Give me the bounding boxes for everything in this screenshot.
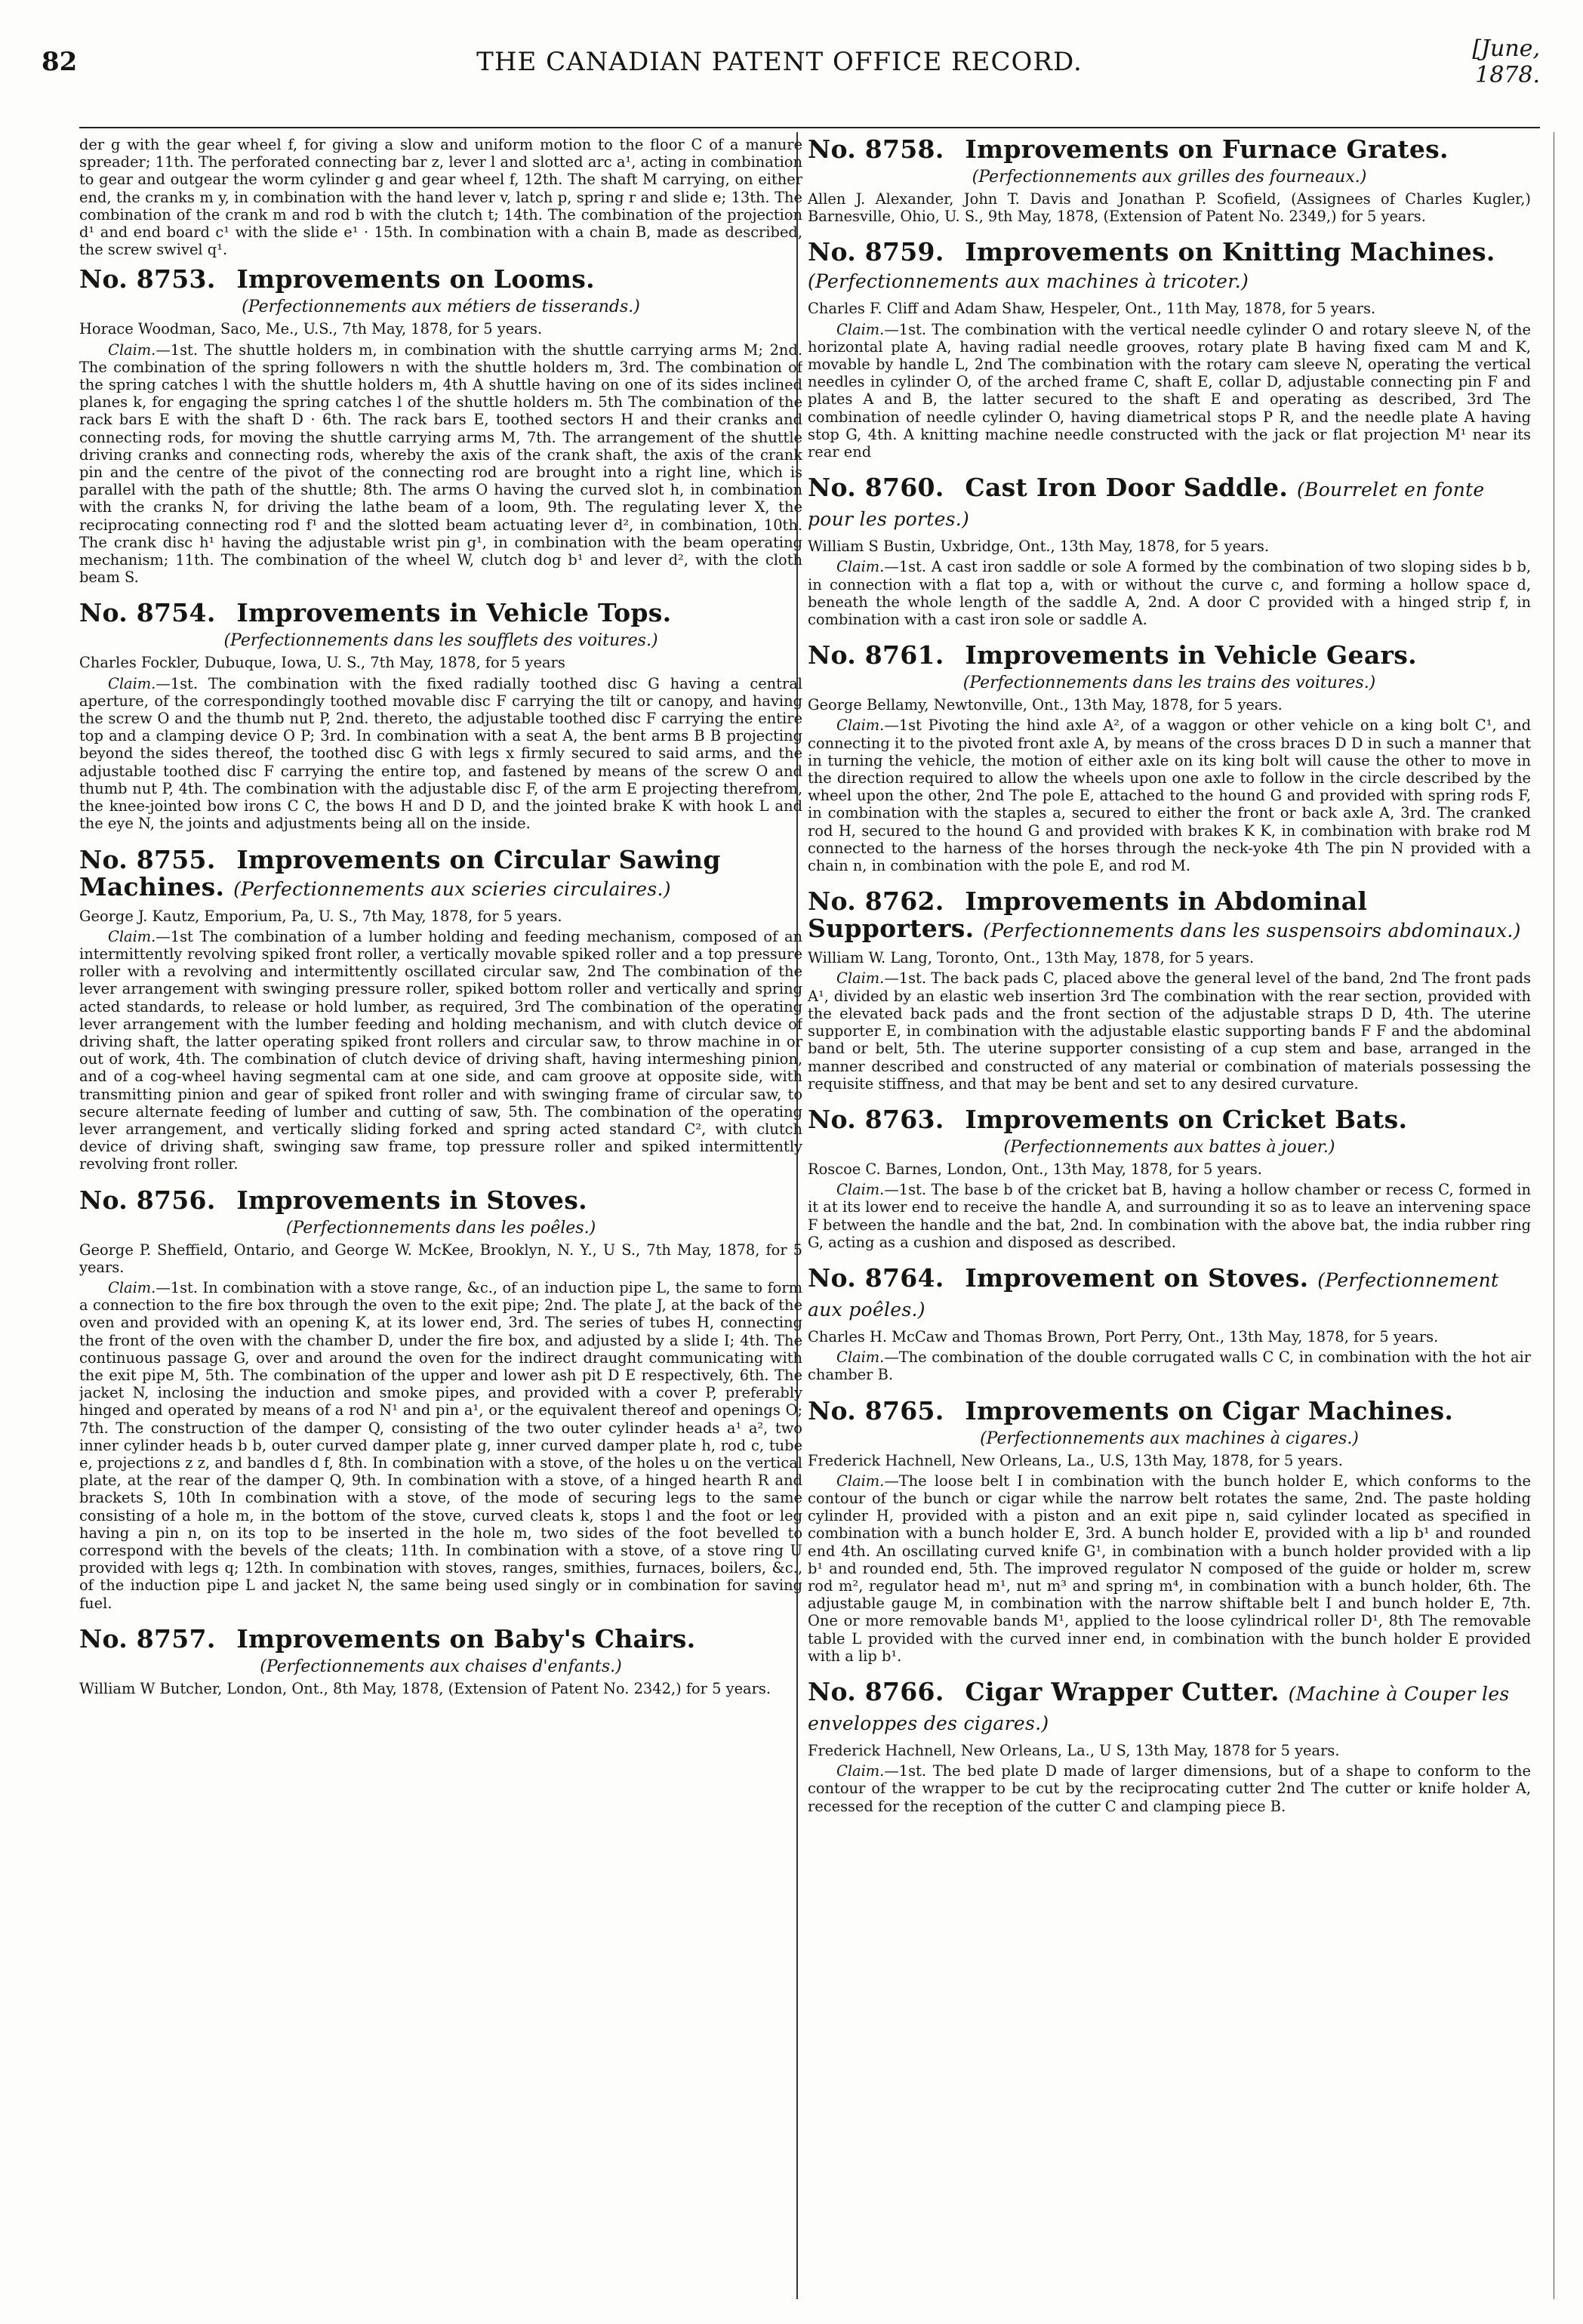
patentee-line: Charles Fockler, Dubuque, Iowa, U. S., 7th May, 1878, for 5 years	[79, 654, 565, 672]
left-entry-list	[79, 266, 802, 1697]
patentee-line: George Bellamy, Newtonville, Ont., 13th May, 1878, for 5 years.	[808, 696, 1283, 714]
patent-number: No. 8760.	[808, 473, 944, 503]
claim-text	[808, 1762, 1531, 1815]
patent-title: Cast Iron Door Saddle.	[965, 473, 1289, 503]
claim-body: —1st The combination of a lumber holding and feeding mechanism, composed of an intermittently revolving spiked front roller, a vertically movable spiked roller and a top pressure roller with a revolving and intermittently oscillated circular saw, 2nd The combination of the lever arrangement with swinging pressure roller, spiked bottom roller and vertically and spring acted standards, to release or hold lumber, as required, 3rd The combination of the operating lever arrangement with the lumber feeding and holding mechanism, and with clutch device of driving shaft, the latter operating spiked front rollers and circular saw, to throw machine in or out of work, 4th. The combination of clutch device of driving shaft, having intermeshing pinion, and of a cog-wheel having segmental cam at one side, and cam groove at opposite side, with transmitting pinion and gear of spiked front roller and with swinging frame of circular saw, to secure alternate feeding of lumber and cutting of saw, 5th. The combination of the operating lever arrangement, and vertically sliding forked and spring acted standard C², with clutch device of driving shaft, swinging saw frame, top pressure roller and spiked intermittently revolving front roller.	[79, 927, 802, 1173]
entry-heading	[808, 474, 1531, 533]
entry-heading	[79, 1187, 802, 1214]
claim-body: —1st. The back pads C, placed above the general level of the band, 2nd The front pads A¹, divided by an elastic web insertion 3rd The combination with the rear section, provided with the elevated back pads and the front section of the adjustable straps D D, 4th. The uterine supporter E, in combination with the adjustable elastic supporting bands F F and the abdominal band or belt, 5th. The uterine supporter consisting of a cup stem and base, arranged in the manner described and constructed of any material or combination of materials possessing the requisite stiffness, and that may be bent and set to any desired curvature.	[808, 969, 1531, 1093]
patent-number: No. 8761.	[808, 640, 944, 670]
patentee-line: Charles F. Cliff and Adam Shaw, Hespeler, Ont., 11th May, 1878, for 5 years.	[808, 300, 1376, 318]
claim-body: —1st. The combination with the fixed radially toothed disc G having a central aperture, of the correspondingly toothed movable disc F carrying the tilt or canopy, and having the screw O and the thumb nut P, 2nd. thereto, the adjustable toothed disc F carrying the entire top and a clamping device O P; 3rd. In combination with a seat A, the bent arms B B projecting beyond the sides thereof, the toothed disc G with legs x firmly secured to said arms, and the adjustable toothed disc F carrying the entire top, and fastened by means of the screw O and thumb nut P, 4th. The combination with the adjustable disc F, of the arm E projecting therefrom, the knee-jointed bow irons C C, the bows H and D D, and the jointed brake K with hook L and the eye N, the joints and adjustments being all on the inside.	[79, 674, 802, 833]
patent-title: Improvements on Furnace Grates.	[965, 136, 1449, 164]
french-subtitle: (Perfectionnements aux machines à cigares.)	[980, 1429, 1359, 1448]
french-title: (Perfectionnements dans les suspensoirs abdominaux.)	[983, 920, 1521, 942]
patentee-line: William S Bustin, Uxbridge, Ont., 13th May, 1878, for 5 years.	[808, 538, 1269, 556]
claim-body: —1st. A cast iron saddle or sole A formed by the combination of two sloping sides b b, in connection with a flat top a, with or without the curve c, and forming a hollow space d, beneath the whole length of the saddle A, 2nd. A door C provided with a hinged strip f, in combination with a cast iron sole or saddle A.	[808, 558, 1531, 629]
claim-text	[79, 928, 802, 1173]
patent-entry	[808, 1395, 1531, 1665]
entry-heading	[808, 642, 1531, 669]
patent-title: Improvements on Looms.	[236, 264, 595, 294]
patent-title: Improvements in Vehicle Gears.	[965, 640, 1417, 670]
entry-heading	[808, 888, 1531, 945]
patent-entry	[808, 1106, 1531, 1251]
french-title: (Perfectionnements aux scieries circulaires.)	[233, 877, 671, 900]
french-subtitle: (Perfectionnements aux grilles des fourneaux.)	[972, 168, 1367, 186]
patentee-line: George P. Sheffield, Ontario, and George W. McKee, Brooklyn, N. Y., U S., 7th May, 1878, for 5 years.	[79, 1241, 802, 1276]
claim-body: —1st. The bed plate D made of larger dimensions, but of a shape to conform to the contour of the wrapper to be cut by the reciprocating cutter 2nd The cutter or knife holder A, recessed for the reception of the cutter C and clamping piece B.	[808, 1762, 1531, 1815]
entry-heading	[808, 1106, 1531, 1133]
claim-text	[808, 969, 1531, 1092]
entry-heading	[808, 1395, 1531, 1426]
patent-entry	[808, 888, 1531, 1093]
entry-heading	[79, 1623, 802, 1654]
entry-heading	[79, 266, 802, 293]
claim-text	[808, 558, 1531, 628]
patent-number: No. 8758.	[808, 136, 944, 164]
claim-text	[79, 341, 802, 587]
french-subtitle: (Perfectionnements aux métiers de tisserands.)	[242, 297, 640, 317]
patent-entry	[808, 474, 1531, 628]
claim-label: Claim.	[836, 1472, 885, 1490]
patent-title: Improvements in Abdominal Supporters.	[808, 886, 1368, 944]
french-title: (Perfectionnements aux machines à tricoter.)	[808, 270, 1249, 293]
patentee-line: Charles H. McCaw and Thomas Brown, Port Perry, Ont., 13th May, 1878, for 5 years.	[808, 1327, 1439, 1345]
claim-body: —1st. In combination with a stove range, &c., of an induction pipe L, the same to form a connection to the fire box through the oven to the exit pipe; 2nd. The plate J, at the back of the oven and provided with an opening K, at its lower end, 3rd. The series of tubes H, connecting the front of the oven with the chamber D, under the fire box, and adjusted by a slide I; 4th. The continuous passage G, over and around the oven for the indirect draught communicating with the exit pipe M, 5th. The combination of the upper and lower ash pit D E respectively, 6th. The jacket N, inclosing the induction and smoke pipes, and provided with a cover P, preferably hinged and operated by means of a rod N¹ and pin a¹, or the equivalent thereof and openings O; 7th. The construction of the damper Q, consisting of the two outer cylinder heads a¹ a², two inner cylinder heads b b, outer curved damper plate g, inner curved damper plate h, rod c, tube e, projections z z, and bandles d f, 8th. In combination with a stove, of the holes u on the vertical plate, at the rear of the damper Q, 9th. In combination with a stove, of a hinged hearth R and brackets S, 10th In combination with a stove, of the mode of securing legs to the same consisting of a hole m, in the bottom of the stove, curved cleats k, stops l and the foot or leg having a pin n, on its top to be inserted in the hole m, two sides of the foot bevelled to correspond with the bevels of the cleats; 11th. In combination with a stove, of a stove ring U provided with legs q; 12th. In combination with stoves, ranges, smithies, furnaces, boilers, &c., of the induction pipe L and jacket N, the same being used singly or in combination for saving fuel.	[79, 1278, 802, 1612]
claim-label: Claim.	[108, 1278, 156, 1296]
claim-body: —1st. The combination with the vertical needle cylinder O and rotary sleeve N, of the horizontal plate A, having radial needle grooves, rotary plate B having fixed cam M and K, movable by handle L, 2nd The combination with the rotary cam sleeve N, operating the vertical needles in cylinder O, of the arched frame C, shaft E, collar D, adjustable connecting pin F and plates A and B, the latter secured to the shaft E and operating as described, 3rd The combination of needle cylinder O, having diametrical stops P R, and the needle plate A having stop G, 4th. A knitting machine needle constructed with the jack or flat projection M¹ near its rear end	[808, 320, 1531, 461]
claim-label: Claim.	[836, 969, 885, 988]
patent-number: No. 8766.	[808, 1676, 944, 1706]
claim-text	[79, 1279, 802, 1612]
french-subtitle: (Perfectionnements dans les poêles.)	[285, 1218, 596, 1238]
french-title: (Perfectionnement aux poêles.)	[808, 1268, 1499, 1321]
claim-text	[808, 321, 1531, 461]
patent-title: Improvements on Cricket Bats.	[965, 1104, 1408, 1134]
french-subtitle: (Perfectionnements aux battes à jouer.)	[1003, 1137, 1335, 1157]
patentee-line: Frederick Hachnell, New Orleans, La., U S, 13th May, 1878 for 5 years.	[808, 1741, 1340, 1759]
patentee-line: Allen J. Alexander, John T. Davis and Jonathan P. Scofield, (Assignees of Charles Kugler,) Barnesville, Ohio, U. S., 9th May, 1878, (Extension of Patent No. 2349,) for 5 years.	[808, 190, 1531, 226]
patent-entry	[79, 1187, 802, 1612]
claim-label: Claim.	[836, 558, 885, 576]
patent-number: No. 8762.	[808, 886, 944, 917]
patent-entry	[808, 239, 1531, 461]
patent-entry	[79, 1623, 802, 1697]
patentee-line: Frederick Hachnell, New Orleans, La., U.S, 13th May, 1878, for 5 years.	[808, 1451, 1343, 1469]
patent-entry	[808, 136, 1531, 225]
patent-number: No. 8764.	[808, 1262, 944, 1293]
patentee-line: William W Butcher, London, Ont., 8th May, 1878, (Extension of Patent No. 2342,) for 5 years.	[79, 1679, 771, 1697]
page-number: 82	[42, 47, 78, 77]
issue-date: [June, 1878.	[1472, 35, 1540, 88]
patent-entry	[808, 1262, 1531, 1384]
claim-text	[79, 675, 802, 833]
patentee-line: Horace Woodman, Saco, Me., U.S., 7th May, 1878, for 5 years.	[79, 320, 543, 338]
patentee-line: George J. Kautz, Emporium, Pa, U. S., 7th May, 1878, for 5 years.	[79, 907, 562, 925]
patent-entry	[79, 599, 802, 832]
claim-label: Claim.	[108, 927, 156, 945]
left-column	[79, 136, 802, 2295]
claim-label: Claim.	[836, 1762, 885, 1780]
claim-text	[808, 717, 1531, 874]
patent-entry	[808, 642, 1531, 874]
entry-heading	[808, 136, 1531, 163]
patent-entry	[79, 266, 802, 586]
entry-heading	[79, 599, 802, 627]
claim-label: Claim.	[108, 341, 156, 359]
right-column	[808, 136, 1531, 2295]
patent-number: No. 8765.	[808, 1395, 944, 1426]
right-entry-list	[808, 136, 1531, 1815]
claim-body: —The loose belt I in combination with the bunch holder E, which conforms to the contour of the bunch or cigar while the narrow belt rotates the same, 2nd. The paste holding cylinder H, provided with a piston and an exit pipe n, said cylinder located as specified in combination with a bunch holder E, 3rd. A bunch holder E, provided with a lip b¹ and rounded end 4th. An oscillating curved knife G¹, in combination with a bunch holder provided with a lip b¹ and rounded end, 5th. The improved regulator N composed of the guide or holder m, screw rod m², regulator head m¹, nut m³ and spring m⁴, in combination with a bunch holder, 6th. The adjustable gauge M, in combination with the narrow shiftable belt I and bunch holder E, 7th. One or more removable bands M¹, applied to the loose cylindrical roller D¹, 8th The removable table L provided with the curved inner end, in combination with the bunch holder E provided with a lip b¹.	[808, 1472, 1531, 1665]
running-title: THE CANADIAN PATENT OFFICE RECORD.	[476, 47, 1083, 77]
claim-label: Claim.	[836, 1181, 885, 1199]
french-subtitle: (Perfectionnements aux chaises d'enfants.)	[260, 1657, 622, 1676]
patentee-line: Roscoe C. Barnes, London, Ont., 13th May, 1878, for 5 years.	[808, 1160, 1262, 1178]
patent-number: No. 8763.	[808, 1104, 944, 1134]
patent-title: Improvement on Stoves.	[965, 1262, 1309, 1293]
french-title: (Machine à Couper les enveloppes des cigares.)	[808, 1682, 1510, 1734]
continued-claim-text: der g with the gear wheel f, for giving a slow and uniform motion to the floor C of a manure spreader; 11th. The perforated connecting bar z, lever l and slotted arc a¹, acting in combination to gear and outgear the worm cylinder g and gear wheel f, 12th. The shaft M carrying, on either end, the cranks m y, in combination with the hand lever v, latch p, spring r and slide e; 13th. The combination of the crank m and rod b with the clutch t; 14th. The combination of the projection d¹ and end board c¹ with the slide e¹ · 15th. In combination with a chain B, made as described, the screw swivel q¹.	[79, 136, 802, 259]
claim-label: Claim.	[108, 674, 156, 692]
claim-text	[808, 1348, 1531, 1383]
patent-number: No. 8756.	[79, 1185, 216, 1215]
patent-title: Improvements on Circular Sawing Machines.	[79, 844, 721, 902]
patent-number: No. 8759.	[808, 237, 944, 267]
patent-number: No. 8754.	[79, 598, 216, 628]
patent-title: Cigar Wrapper Cutter.	[965, 1676, 1280, 1706]
claim-body: —1st. The base b of the cricket bat B, having a hollow chamber or recess C, formed in it at its lower end to receive the handle A, and surrounding it so as to leave an intervening space F between the handle and the bat, 2nd. In combination with the above bat, the india rubber ring G, acting as a cushion and disposed as described.	[808, 1181, 1531, 1251]
entry-heading	[808, 1262, 1531, 1324]
patent-number: No. 8757.	[79, 1623, 216, 1654]
claim-body: —1st Pivoting the hind axle A², of a waggon or other vehicle on a king bolt C¹, and connecting it to the pivoted front axle A, by means of the cross braces D D in such a manner that in turning the vehicle, the motion of either axle on its king bolt will cause the other to move in the direction required to allow the wheels upon one axle to follow in the circle described by the wheel upon the other, 2nd The pole E, attached to the hound G and provided with spring rods F, in combination with the staples a, secured to either the front or back axle A, 3rd. The cranked rod H, secured to the hound G and provided with brakes K K, in combination with brake rod M connected to the harness of the horses through the neck-yoke 4th The pin N provided with a chain n, in combination with the pole E, and rod M.	[808, 717, 1531, 875]
patent-title: Improvements on Knitting Machines.	[965, 237, 1495, 267]
claim-label: Claim.	[836, 1348, 885, 1367]
claim-body: —The combination of the double corrugated walls C C, in combination with the hot air chamber B.	[808, 1348, 1531, 1384]
patent-title: Improvements on Cigar Machines.	[965, 1395, 1454, 1426]
claim-text	[808, 1181, 1531, 1251]
claim-text	[808, 1472, 1531, 1665]
french-subtitle: (Perfectionnements dans les soufflets des voitures.)	[223, 631, 658, 651]
patent-entry	[808, 1678, 1531, 1815]
french-subtitle: (Perfectionnements dans les trains des voitures.)	[962, 673, 1376, 693]
patent-title: Improvements on Baby's Chairs.	[236, 1623, 696, 1654]
page-header	[42, 35, 1540, 88]
patent-number: No. 8753.	[79, 264, 216, 294]
entry-heading	[808, 1678, 1531, 1737]
header-rule	[79, 127, 1540, 128]
claim-body: —1st. The shuttle holders m, in combination with the shuttle carrying arms M; 2nd. The combination of the spring followers n with the shuttle holders m, 3rd. The combination of the spring catches l with the shuttle holders m, 4th A shuttle having on one of its sides inclined planes k, for engaging the spring catches l of the shuttle holders m. 5th The combination of the rack bars E with the shaft D · 6th. The rack bars E, toothed sectors H and their cranks and connecting rods, for moving the shuttle carrying arms M, 7th. The arrangement of the shuttle driving cranks and connecting rods, whereby the axis of the crank shaft, the axis of the crank pin and the centre of the pivot of the connecting rod are brought into a right line, which is parallel with the path of the shuttle; 8th. The arms O having the curved slot h, in combination with the cranks N, for driving the lathe beam of a loom, 9th. The regulating lever X, the reciprocating connecting rod f¹ and the slotted beam actuating lever d², in combination, 10th. The crank disc h¹ having the adjustable wrist pin g¹, in combination with the beam operating mechanism; 11th. The combination of the wheel W, clutch dog b¹ and lever d², with the cloth beam S.	[79, 341, 802, 587]
patent-entry	[79, 846, 802, 1173]
patent-number: No. 8755.	[79, 844, 216, 874]
claim-label: Claim.	[836, 717, 885, 735]
french-title: (Bourrelet en fonte pour les portes.)	[808, 479, 1485, 531]
patent-title: Improvements in Stoves.	[236, 1185, 587, 1215]
patent-title: Improvements in Vehicle Tops.	[236, 598, 672, 628]
entry-heading	[808, 239, 1531, 295]
patentee-line: William W. Lang, Toronto, Ont., 13th May, 1878, for 5 years.	[808, 949, 1255, 967]
claim-label: Claim.	[836, 320, 885, 338]
entry-heading	[79, 846, 802, 903]
